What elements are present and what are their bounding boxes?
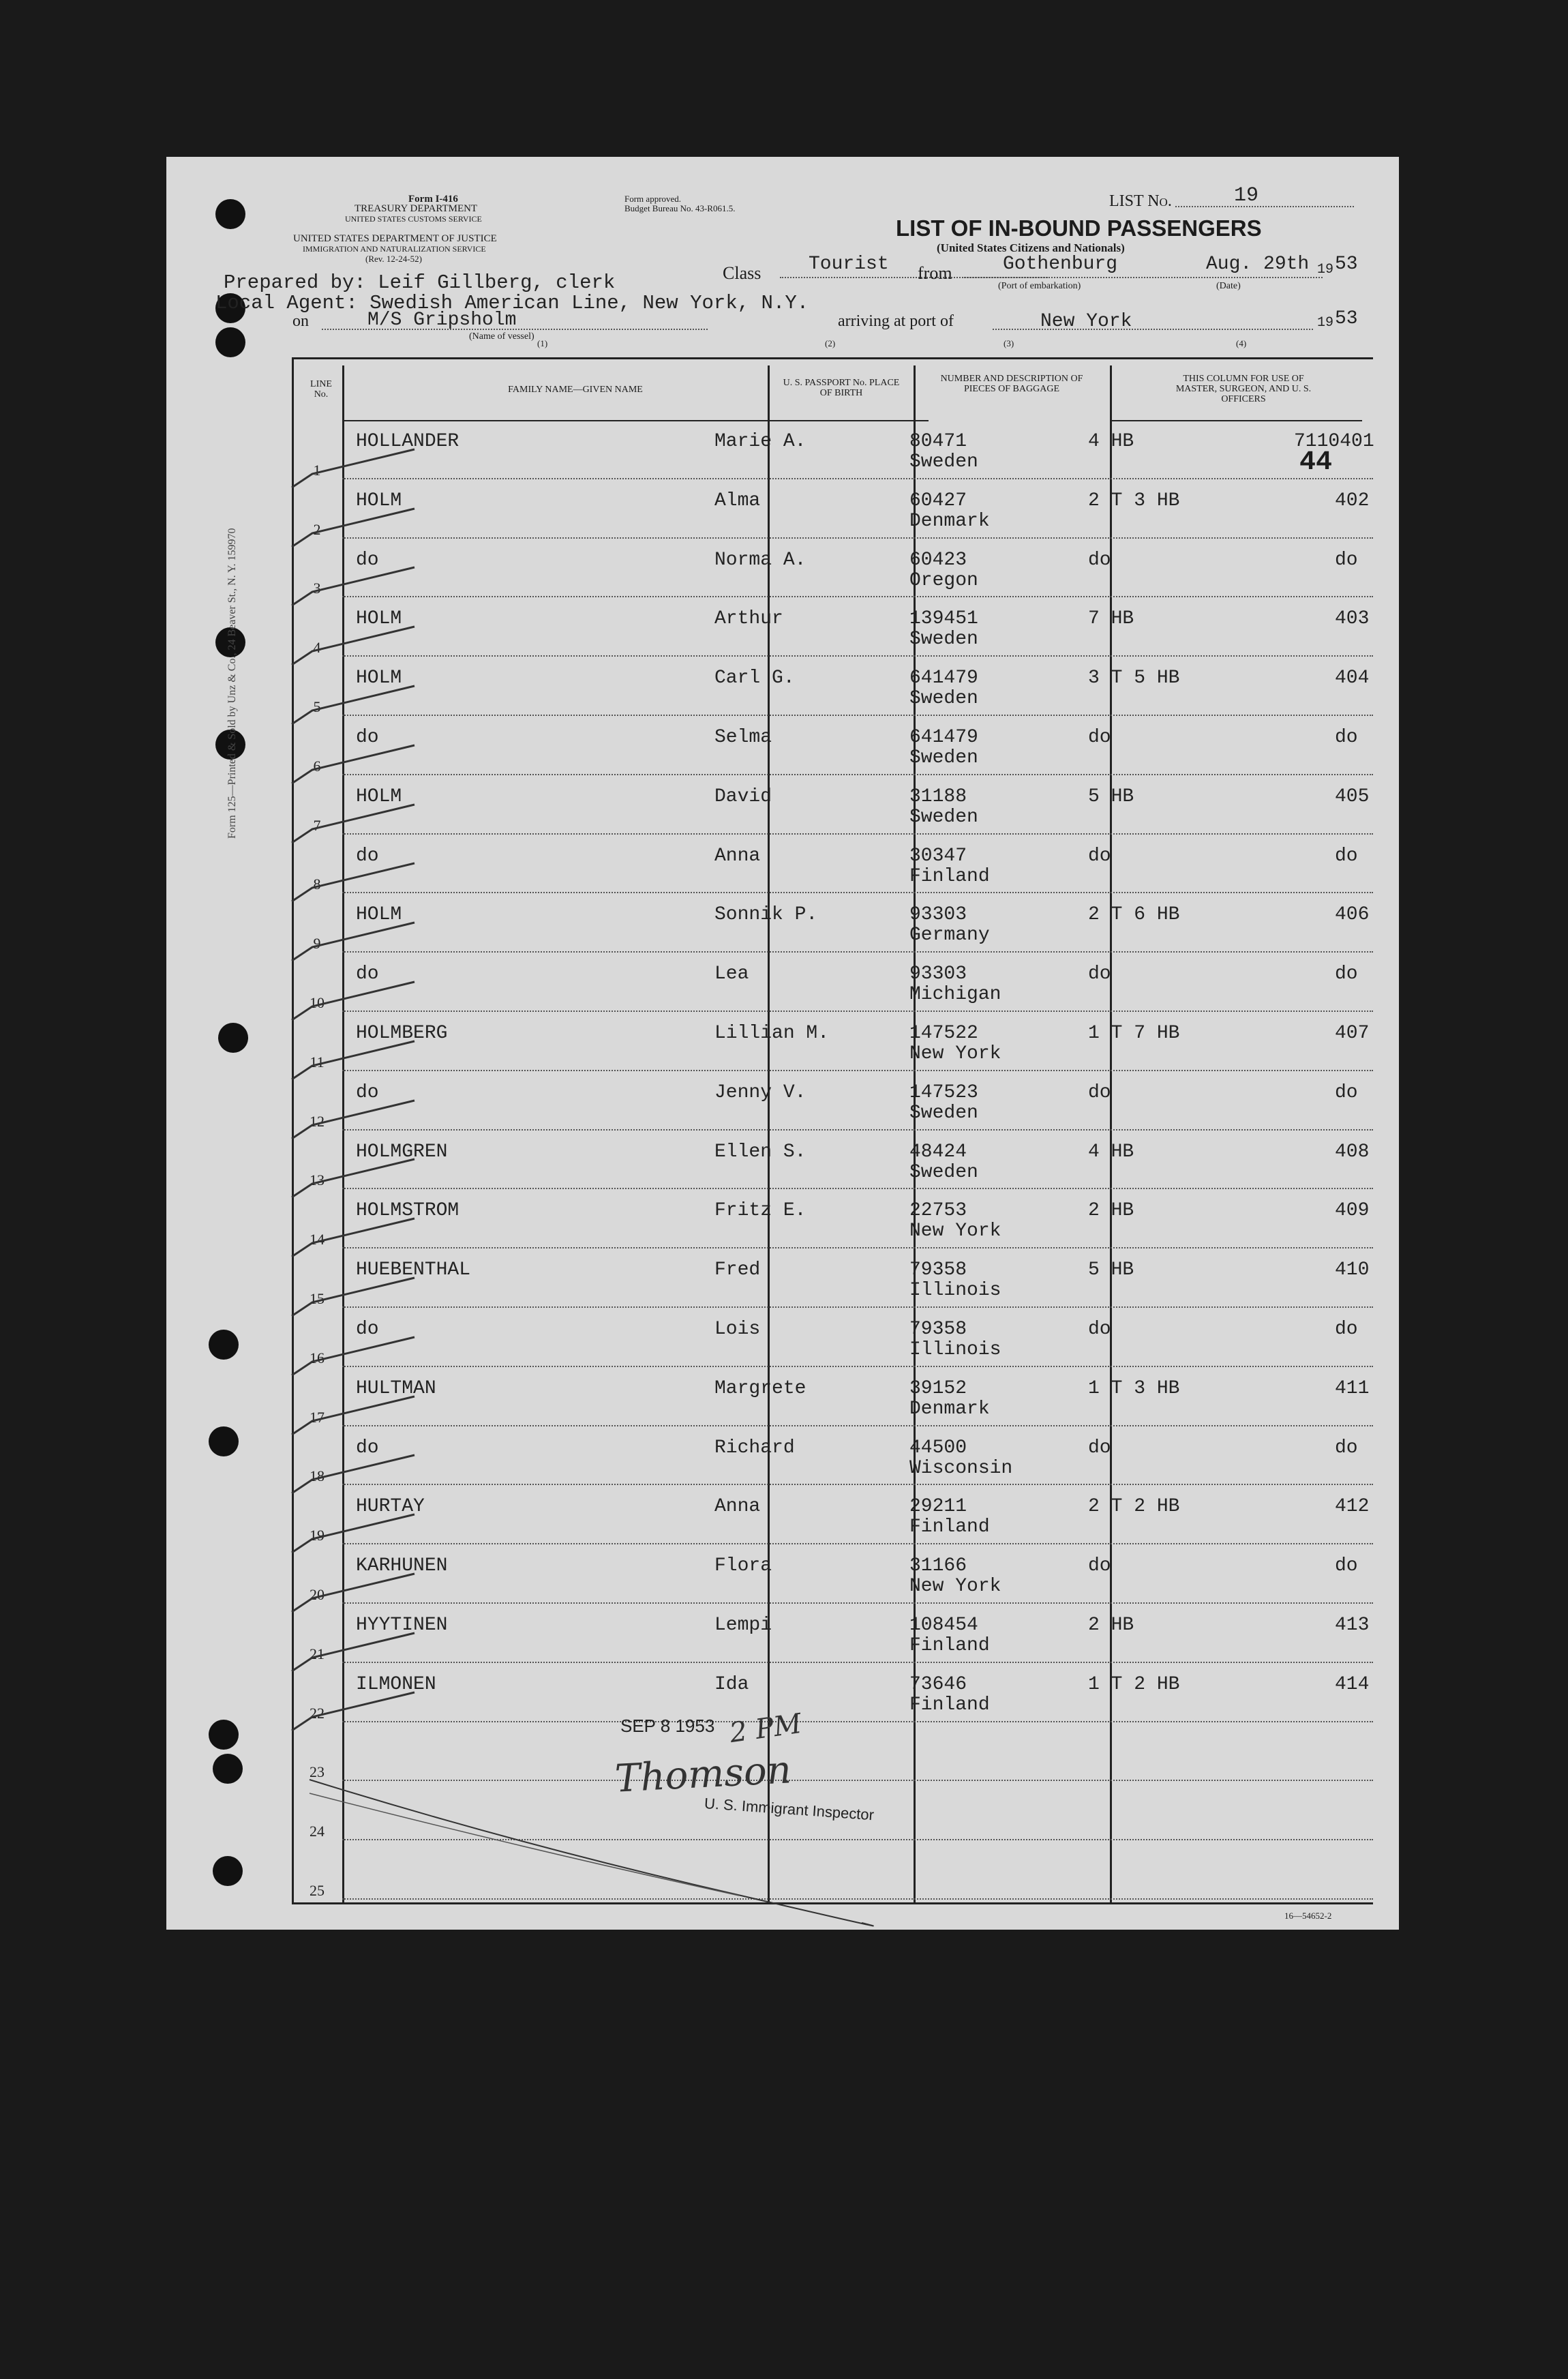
passport-number: 79358 [909, 1319, 967, 1340]
family-name: HULTMAN [356, 1377, 436, 1399]
officer-note: 406 [1335, 904, 1370, 926]
officer-note: 405 [1335, 785, 1370, 807]
passport-number: 79358 [909, 1259, 967, 1281]
col-header-baggage: NUMBER AND DESCRIPTION OF PIECES OF BAGGAGE [940, 374, 1083, 394]
footer-code: 16—54652-2 [1284, 1911, 1332, 1921]
passport-number: 30347 [909, 845, 967, 867]
line-number: 24 [310, 1823, 325, 1840]
officer-note: 409 [1335, 1200, 1370, 1222]
place-of-birth: Wisconsin [909, 1457, 1013, 1479]
place-of-birth: Michigan [909, 984, 1001, 1006]
port-embarkation-caption: (Port of embarkation) [998, 281, 1081, 291]
form-subtitle: (United States Citizens and Nationals) [937, 241, 1125, 254]
class-label: Class [723, 263, 762, 283]
table-row [292, 717, 1373, 777]
line-number: 10 [310, 993, 325, 1011]
line-number: 9 [313, 935, 321, 953]
punch-hole [209, 1720, 239, 1750]
date-value: Aug. 29th [1206, 254, 1310, 275]
place-of-birth: Illinois [909, 1280, 1001, 1302]
line-number: 13 [310, 1171, 325, 1189]
passport-number: 60427 [909, 490, 967, 511]
on-label: on [292, 312, 309, 330]
baggage: do [1088, 1555, 1111, 1577]
passport-number: 147523 [909, 1081, 978, 1103]
officer-note: 403 [1335, 608, 1370, 630]
line-number: 8 [313, 876, 321, 893]
table-row [292, 1191, 1373, 1250]
line-number: 1 [313, 461, 321, 479]
row-rule [342, 1543, 1373, 1544]
form-title: LIST OF IN-BOUND PASSENGERS [896, 215, 1262, 241]
prepared-by: Prepared by: Leif Gillberg, clerk [224, 271, 616, 294]
place-of-birth: Finland [909, 1635, 990, 1656]
officer-note: do [1335, 845, 1358, 867]
baggage: 3 T 5 HB [1088, 668, 1180, 689]
baggage: do [1088, 1319, 1111, 1340]
table-row [292, 1486, 1373, 1546]
arriving-label: arriving at port of [838, 312, 954, 330]
family-name: HOLLANDER [356, 431, 459, 452]
line-number: 23 [310, 1763, 325, 1781]
family-name: HURTAY [356, 1496, 425, 1518]
form-number: Form I-416 [408, 194, 458, 205]
passport-number: 31166 [909, 1555, 967, 1577]
row-rule [342, 715, 1373, 716]
family-name: HOLM [356, 608, 402, 630]
table-row [292, 540, 1373, 599]
baggage: 5 HB [1088, 1259, 1134, 1281]
officer-note: do [1335, 963, 1358, 985]
col-header-passport: U. S. PASSPORT No. PLACE OF BIRTH [783, 378, 900, 398]
family-name: KARHUNEN [356, 1555, 448, 1577]
col-num-4: (4) [1236, 338, 1247, 348]
row-rule [342, 537, 1373, 539]
table-row [292, 1132, 1373, 1191]
punch-hole [213, 1754, 243, 1784]
baggage: 4 HB [1088, 431, 1134, 452]
line-number: 18 [310, 1467, 325, 1485]
table-row [292, 599, 1373, 658]
family-name: do [356, 963, 379, 985]
row-rule [342, 833, 1373, 835]
col-header-officers: THIS COLUMN FOR USE OF MASTER, SURGEON, AND U. S. OFFICERS [1175, 374, 1312, 404]
baggage: do [1088, 963, 1111, 985]
given-name: Ellen S. [714, 1141, 806, 1163]
row-rule [342, 774, 1373, 775]
row-rule [342, 1188, 1373, 1189]
form-page [166, 157, 1399, 1930]
table-row [292, 1073, 1373, 1132]
col-header-name: FAMILY NAME—GIVEN NAME [508, 385, 643, 395]
line-number: 2 [313, 520, 321, 538]
officer-note: 408 [1335, 1141, 1370, 1163]
family-name: HOLMBERG [356, 1023, 448, 1044]
place-of-birth: Sweden [909, 747, 978, 768]
family-name: do [356, 845, 379, 867]
place-of-birth: Finland [909, 1694, 990, 1716]
officer-note: 414 [1335, 1673, 1370, 1695]
line-number: 3 [313, 580, 321, 597]
passport-number: 31188 [909, 785, 967, 807]
printer-imprint: Form 125—Printed & Sold by Unz & Co., 24 Beaver St., N. Y. 159970 [226, 528, 238, 839]
col-num-2: (2) [825, 338, 836, 348]
vessel-caption: (Name of vessel) [469, 331, 534, 342]
given-name: Richard [714, 1437, 795, 1458]
given-name: Ida [714, 1673, 749, 1695]
treasury-dept: TREASURY DEPARTMENT [355, 203, 478, 214]
table-row [292, 481, 1373, 540]
passport-number: 641479 [909, 668, 978, 689]
table-row [292, 777, 1373, 836]
given-name: Fritz E. [714, 1200, 806, 1222]
place-of-birth: Illinois [909, 1339, 1001, 1360]
revision-date: (Rev. 12-24-52) [365, 254, 422, 264]
baggage: 1 T 2 HB [1088, 1673, 1180, 1695]
place-of-birth: Germany [909, 925, 990, 946]
row-rule [342, 1425, 1373, 1426]
officer-note: 402 [1335, 490, 1370, 511]
table-row [292, 1250, 1373, 1309]
arrival-year: 53 [1335, 308, 1358, 329]
row-rule [342, 1247, 1373, 1248]
baggage: 2 HB [1088, 1200, 1134, 1222]
passport-number: 60423 [909, 549, 967, 571]
row-rule [342, 1129, 1373, 1131]
vessel-name: M/S Gripsholm [367, 310, 517, 331]
place-of-birth: Denmark [909, 1398, 990, 1420]
row-rule [342, 1070, 1373, 1071]
table-row [292, 895, 1373, 954]
line-number: 11 [310, 1053, 325, 1071]
table-row [292, 658, 1373, 717]
date-caption: (Date) [1216, 281, 1241, 291]
line-number: 17 [310, 1408, 325, 1426]
punch-hole [215, 199, 245, 229]
page-mark: 44 [1299, 447, 1333, 478]
place-of-birth: Sweden [909, 451, 978, 473]
table-top-rule [292, 357, 1373, 359]
officer-note: do [1335, 1555, 1358, 1577]
family-name: HUEBENTHAL [356, 1259, 471, 1281]
inspector-title: U. S. Immigrant Inspector [704, 1795, 875, 1824]
signature-stroke [303, 1766, 916, 1930]
embarkation-port: Gothenburg [1003, 254, 1118, 275]
row-rule [342, 1484, 1373, 1485]
place-of-birth: Denmark [909, 510, 990, 532]
family-name: do [356, 1437, 379, 1458]
given-name: Lois [714, 1319, 761, 1340]
row-rule [342, 1721, 1373, 1722]
officer-note: do [1335, 1319, 1358, 1340]
punch-hole [209, 1426, 239, 1456]
line-number: 7 [313, 816, 321, 834]
row-rule [342, 892, 1373, 893]
place-of-birth: New York [909, 1576, 1001, 1598]
baggage: do [1088, 549, 1111, 571]
officer-note: 412 [1335, 1496, 1370, 1518]
place-of-birth: Sweden [909, 629, 978, 650]
line-number: 19 [310, 1527, 325, 1544]
officer-note: 407 [1335, 1023, 1370, 1044]
officer-note: do [1335, 1437, 1358, 1458]
given-name: Lempi [714, 1615, 772, 1636]
row-rule [342, 1011, 1373, 1012]
passport-number: 48424 [909, 1141, 967, 1163]
place-of-birth: Sweden [909, 1161, 978, 1183]
table-row [292, 1368, 1373, 1428]
list-no-label: LIST No. [1109, 192, 1172, 210]
line-number: 22 [310, 1704, 325, 1722]
line-number: 6 [313, 757, 321, 775]
punch-hole [213, 1856, 243, 1886]
officer-note: 410 [1335, 1259, 1370, 1281]
officer-note: 7110401 [1294, 431, 1374, 452]
line-number: 21 [310, 1645, 325, 1662]
row-rule [342, 655, 1373, 657]
punch-hole [209, 1330, 239, 1360]
officer-note: 413 [1335, 1615, 1370, 1636]
given-name: Fred [714, 1259, 761, 1281]
given-name: Arthur [714, 608, 783, 630]
line-number: 20 [310, 1585, 325, 1603]
arrival-port: New York [1040, 311, 1132, 332]
given-name: Anna [714, 845, 761, 867]
passport-number: 39152 [909, 1377, 967, 1399]
baggage: 4 HB [1088, 1141, 1134, 1163]
col-num-3: (3) [1004, 338, 1014, 348]
given-name: Sonnik P. [714, 904, 818, 926]
family-name: HOLM [356, 490, 402, 511]
table-row [292, 1309, 1373, 1368]
line-number: 15 [310, 1289, 325, 1307]
table-row [292, 1664, 1373, 1724]
baggage: do [1088, 845, 1111, 867]
baggage: 2 T 6 HB [1088, 904, 1180, 926]
baggage: 2 T 2 HB [1088, 1496, 1180, 1518]
row-rule [342, 1662, 1373, 1663]
line-number: 4 [313, 639, 321, 657]
inspection-stamp-date: SEP 8 1953 [620, 1716, 715, 1736]
passport-number: 29211 [909, 1496, 967, 1518]
given-name: Flora [714, 1555, 772, 1577]
given-name: Marie A. [714, 431, 806, 452]
family-name: HOLMGREN [356, 1141, 448, 1163]
family-name: HOLM [356, 785, 402, 807]
passport-number: 93303 [909, 963, 967, 985]
passport-number: 93303 [909, 904, 967, 926]
class-value: Tourist [809, 254, 889, 275]
family-name: do [356, 1081, 379, 1103]
table-row [292, 421, 1373, 481]
family-name: do [356, 727, 379, 748]
baggage: 5 HB [1088, 785, 1134, 807]
row-rule [342, 1306, 1373, 1308]
baggage: 1 T 3 HB [1088, 1377, 1180, 1399]
given-name: Carl G. [714, 668, 795, 689]
place-of-birth: Oregon [909, 569, 978, 591]
place-of-birth: Finland [909, 1516, 990, 1538]
family-name: do [356, 549, 379, 571]
table-row [292, 1605, 1373, 1664]
baggage: 1 T 7 HB [1088, 1023, 1180, 1044]
list-no-value: 19 [1234, 184, 1259, 207]
officer-note: 404 [1335, 668, 1370, 689]
punch-hole [215, 327, 245, 357]
place-of-birth: New York [909, 1221, 1001, 1242]
family-name: do [356, 1319, 379, 1340]
line-number: 5 [313, 698, 321, 715]
family-name: HOLM [356, 668, 402, 689]
given-name: Lillian M. [714, 1023, 830, 1044]
family-name: HYYTINEN [356, 1615, 448, 1636]
given-name: David [714, 785, 772, 807]
passport-number: 108454 [909, 1615, 978, 1636]
passport-number: 22753 [909, 1200, 967, 1222]
inspection-time: 2 PM [727, 1707, 804, 1750]
col-header-line: LINE No. [310, 379, 332, 400]
given-name: Margrete [714, 1377, 806, 1399]
officer-note: do [1335, 1081, 1358, 1103]
baggage: do [1088, 727, 1111, 748]
line-number: 12 [310, 1112, 325, 1130]
given-name: Anna [714, 1496, 761, 1518]
place-of-birth: Sweden [909, 806, 978, 828]
officer-note: 411 [1335, 1377, 1370, 1399]
approval-note: Form approved. [624, 194, 682, 204]
passport-number: 80471 [909, 431, 967, 452]
inspector-signature: Thomson [614, 1748, 793, 1801]
place-of-birth: Finland [909, 865, 990, 887]
row-rule [342, 951, 1373, 953]
given-name: Norma A. [714, 549, 806, 571]
justice-dept: UNITED STATES DEPARTMENT OF JUSTICE [293, 233, 497, 244]
customs-service: UNITED STATES CUSTOMS SERVICE [345, 214, 482, 224]
baggage: 2 T 3 HB [1088, 490, 1180, 511]
table-row [292, 1013, 1373, 1073]
baggage: do [1088, 1081, 1111, 1103]
line-number: 14 [310, 1231, 325, 1248]
from-label: from [918, 263, 952, 283]
row-rule [342, 1602, 1373, 1604]
passport-number: 147522 [909, 1023, 978, 1044]
given-name: Alma [714, 490, 761, 511]
ins-service: IMMIGRATION AND NATURALIZATION SERVICE [303, 244, 486, 254]
passport-number: 139451 [909, 608, 978, 630]
date-year-prefix: 19 [1317, 262, 1334, 278]
given-name: Jenny V. [714, 1081, 806, 1103]
family-name: HOLM [356, 904, 402, 926]
table-row [292, 1546, 1373, 1605]
table-row [292, 1428, 1373, 1487]
family-name: HOLMSTROM [356, 1200, 459, 1222]
line-number: 16 [310, 1349, 325, 1366]
punch-hole [218, 1023, 248, 1053]
officer-note: do [1335, 549, 1358, 571]
baggage: 7 HB [1088, 608, 1134, 630]
local-agent: Local Agent: Swedish American Line, New York, N.Y. [215, 292, 809, 314]
date-year: 53 [1335, 254, 1358, 275]
given-name: Lea [714, 963, 749, 985]
passport-number: 641479 [909, 727, 978, 748]
place-of-birth: Sweden [909, 1102, 978, 1124]
passport-number: 73646 [909, 1673, 967, 1695]
table-row [292, 954, 1373, 1013]
table-row [292, 836, 1373, 895]
family-name: ILMONEN [356, 1673, 436, 1695]
officer-note: do [1335, 727, 1358, 748]
row-rule [342, 596, 1373, 597]
baggage: 2 HB [1088, 1615, 1134, 1636]
budget-bureau-no: Budget Bureau No. 43-R061.5. [624, 203, 736, 213]
given-name: Selma [714, 727, 772, 748]
row-rule [342, 1366, 1373, 1367]
place-of-birth: New York [909, 1043, 1001, 1064]
baggage: do [1088, 1437, 1111, 1458]
place-of-birth: Sweden [909, 688, 978, 710]
arrival-year-prefix: 19 [1317, 315, 1334, 331]
line-number: 25 [310, 1881, 325, 1899]
row-rule [342, 478, 1373, 479]
passport-number: 44500 [909, 1437, 967, 1458]
col-num-1: (1) [537, 338, 548, 348]
